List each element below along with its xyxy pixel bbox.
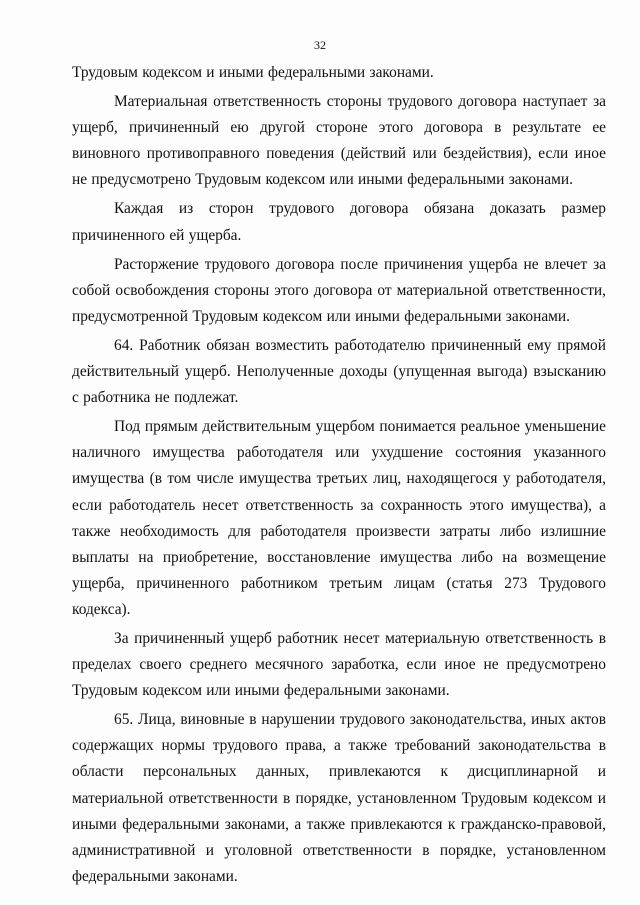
paragraph: Расторжение трудового договора после причинения ущерба не влечет за собой освобождения стороны этого договора от материальной ответственности, предусмотренной Трудовым кодексом или иными федеральными законами. xyxy=(72,255,606,325)
paragraph: Каждая из сторон трудового договора обязана доказать размер причиненного ей ущерба. xyxy=(72,200,606,244)
paragraph-item-65: 65. Лица, виновные в нарушении трудового законодательства, иных актов содержащих нормы трудового права, а также требований законодательства в области персональных данных, привлекаются к дисциплинарной и материальной ответственности в порядке, установленном Трудовым кодексом и иными федеральными законами, а также привлекаются к гражданско-правовой, административной и уголовной ответственности в порядке, установленном федеральными законами. xyxy=(72,711,606,885)
paragraph: За причиненный ущерб работник несет материальную ответственность в пределах своего среднего месячного заработка, если иное не предусмотрено Трудовым кодексом или иными федеральными законами. xyxy=(72,629,606,700)
paragraph: Материальная ответственность стороны трудового договора наступает за ущерб, причиненный ею другой стороне этого договора в результате ее виновного противоправного поведения (действий или бездействия), если иное не предусмотрено Трудовым кодексом или иными федеральными законами. xyxy=(72,93,606,189)
paragraph-item-64: 64. Работник обязан возместить работодателю причиненный ему прямой действительный ущерб. Неполученные доходы (упущенная выгода) взысканию с работника не подлежат. xyxy=(72,336,606,407)
paragraph: Под прямым действительным ущербом понимается реальное уменьшение наличного имущества работодателя или ухудшение состояния указанного имущества (в том числе имущества третьих лиц, находящегося у работодателя, если работодатель несет ответственность за сохранность этого имущества), а также необходимость для работодателя произвести затраты либо излишние выплаты на приобретение, восстановление имущества либо на возмещение ущерба, причиненного работником третьим лицам (статья 273 Трудового кодекса). xyxy=(72,418,606,618)
document-body xyxy=(72,60,606,890)
page-number: 32 xyxy=(314,38,326,52)
paragraph-continuation: Трудовым кодексом и иными федеральными законами. xyxy=(72,64,434,81)
